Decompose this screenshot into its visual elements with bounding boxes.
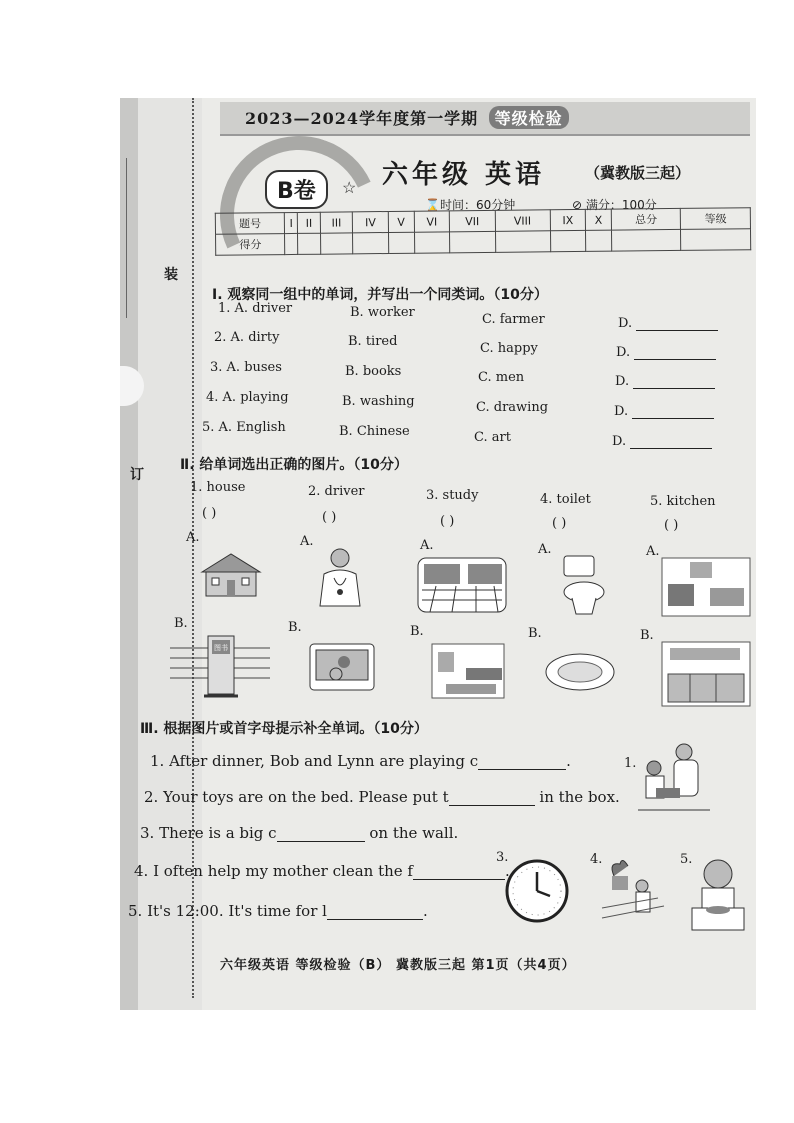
option-a: 2. A. dirty — [214, 330, 280, 345]
score-cell[interactable] — [550, 230, 586, 251]
clock-picture — [504, 858, 570, 924]
hourglass-icon: ⌛ — [425, 198, 440, 212]
score-cell[interactable] — [586, 230, 612, 251]
answer-paren[interactable]: ( ) — [322, 510, 337, 525]
answer-paren[interactable]: ( ) — [664, 518, 679, 533]
option-c: C. farmer — [482, 312, 545, 327]
score-cell[interactable] — [612, 229, 682, 251]
cell: V — [388, 211, 414, 232]
label-a: A. — [300, 534, 314, 549]
option-a: 3. A. buses — [210, 360, 282, 375]
option-b: B. Chinese — [339, 424, 410, 439]
tower-sign: 图书 — [214, 644, 228, 652]
word-toilet: 4. toilet — [540, 492, 591, 507]
playing-chess-picture — [634, 738, 714, 818]
header-title — [245, 106, 569, 129]
bus-driver-picture[interactable] — [306, 640, 384, 696]
cell: III — [320, 212, 353, 233]
doctor-picture[interactable] — [310, 544, 370, 610]
question-3[interactable]: 3. There is a big c on the wall. — [140, 824, 459, 842]
question-1[interactable]: 1. After dinner, Bob and Lynn are playing c . — [150, 752, 571, 770]
time-info: ⌛时间：60分钟 — [425, 198, 516, 212]
exam-type-badge: 等级检验 — [489, 106, 569, 129]
label-b: B. — [288, 620, 302, 635]
score-cell[interactable] — [681, 229, 751, 251]
label-b: B. — [528, 626, 542, 641]
score-cell[interactable] — [320, 233, 353, 254]
study-room-picture[interactable] — [660, 554, 752, 620]
binding-zhuang: 装 — [164, 267, 178, 283]
section3-title: Ⅲ. 根据图片或首字母提示补全单词。（10分） — [140, 721, 428, 737]
label-b: B. — [410, 624, 424, 639]
label-a: A. — [186, 530, 200, 545]
label-a: A. — [420, 538, 434, 553]
pic-label-3: 3. — [496, 850, 509, 865]
score-cell[interactable] — [414, 232, 450, 253]
cell: IV — [353, 211, 389, 232]
cell: II — [298, 212, 321, 233]
score-cell[interactable] — [495, 231, 550, 253]
pic-label-4: 4. — [590, 852, 603, 867]
option-b: B. washing — [342, 394, 415, 409]
cell: 等级 — [681, 208, 751, 230]
option-c: C. men — [478, 370, 525, 385]
year-term: 2023—2024学年度第一学期 — [245, 109, 479, 128]
label-a: A. — [646, 544, 660, 559]
subject-title: 六年级 英语 — [382, 160, 546, 190]
page-footer: 六年级英语 等级检验（B） 冀教版三起 第1页（共4页） — [220, 958, 576, 973]
option-d[interactable]: D. — [615, 374, 715, 389]
answer-paren[interactable]: ( ) — [440, 514, 455, 529]
tower-picture[interactable] — [168, 634, 272, 698]
word-driver: 2. driver — [308, 484, 365, 499]
question-5[interactable]: 5. It's 12:00. It's time for l . — [128, 902, 428, 920]
pic-label-1: 1. — [624, 756, 637, 771]
library-picture[interactable] — [416, 556, 508, 614]
kitchen-room-picture[interactable] — [426, 638, 510, 704]
option-c: C. happy — [480, 341, 538, 356]
option-d[interactable]: D. — [616, 345, 716, 360]
score-cell[interactable] — [388, 232, 414, 253]
word-study: 3. study — [426, 488, 479, 503]
question-4[interactable]: 4. I often help my mother clean the f . — [134, 862, 510, 880]
option-b: B. worker — [350, 305, 415, 320]
pic-label-5: 5. — [680, 852, 693, 867]
score-cell[interactable] — [298, 233, 321, 254]
toilet-picture[interactable] — [558, 552, 610, 618]
kitchen-picture[interactable] — [660, 638, 752, 710]
plate-picture[interactable] — [542, 648, 618, 696]
score-cell[interactable] — [353, 232, 389, 253]
option-d[interactable]: D. — [618, 316, 718, 331]
label-b: B. — [640, 628, 654, 643]
cell: 题号 — [215, 213, 285, 235]
option-b: B. books — [345, 364, 402, 379]
question-2[interactable]: 2. Your toys are on the bed. Please put t in the box. — [144, 788, 620, 806]
option-b: B. tired — [348, 334, 398, 349]
section2-title: Ⅱ. 给单词选出正确的图片。（10分） — [180, 457, 408, 473]
check-circle-icon: ⊘ — [572, 198, 583, 212]
full-score-info: ⊘ 满分：100分 — [572, 198, 657, 212]
punch-hole — [120, 366, 144, 406]
section1-title: Ⅰ. 观察同一组中的单词，并写出一个同类词。（10分） — [212, 287, 548, 303]
label-a: A. — [538, 542, 552, 557]
option-d[interactable]: D. — [614, 404, 714, 419]
cell: 总分 — [611, 208, 681, 230]
cell: X — [585, 209, 611, 230]
option-d[interactable]: D. — [612, 434, 712, 449]
answer-paren[interactable]: ( ) — [202, 506, 217, 521]
label-b: B. — [174, 616, 188, 631]
option-c: C. art — [474, 430, 511, 445]
score-table — [215, 207, 751, 256]
version-badge: B卷 — [265, 170, 328, 209]
option-c: C. drawing — [476, 400, 549, 415]
cell: IX — [550, 209, 586, 230]
binding-line — [126, 158, 127, 318]
scanned-page-photo — [120, 98, 756, 1010]
cell: VIII — [495, 210, 550, 232]
score-cell[interactable] — [285, 233, 298, 254]
cell: VI — [414, 211, 450, 232]
word-kitchen: 5. kitchen — [650, 494, 716, 509]
option-a: 4. A. playing — [206, 390, 289, 405]
house-picture[interactable] — [196, 550, 266, 598]
binding-ding: 订 — [130, 467, 144, 483]
lunch-picture — [686, 854, 750, 934]
score-cell[interactable] — [450, 231, 496, 252]
cell: 得分 — [216, 234, 286, 256]
option-a: 1. A. driver — [218, 301, 293, 316]
answer-paren[interactable]: ( ) — [552, 516, 567, 531]
word-house: 1. house — [190, 480, 246, 495]
option-a: 5. A. English — [202, 420, 286, 435]
cell: I — [285, 212, 298, 233]
star-icon: ☆ — [342, 178, 357, 197]
floor-cleaning-picture — [598, 856, 668, 924]
cell: VII — [449, 210, 495, 231]
edition-label: （冀教版三起） — [585, 164, 691, 182]
